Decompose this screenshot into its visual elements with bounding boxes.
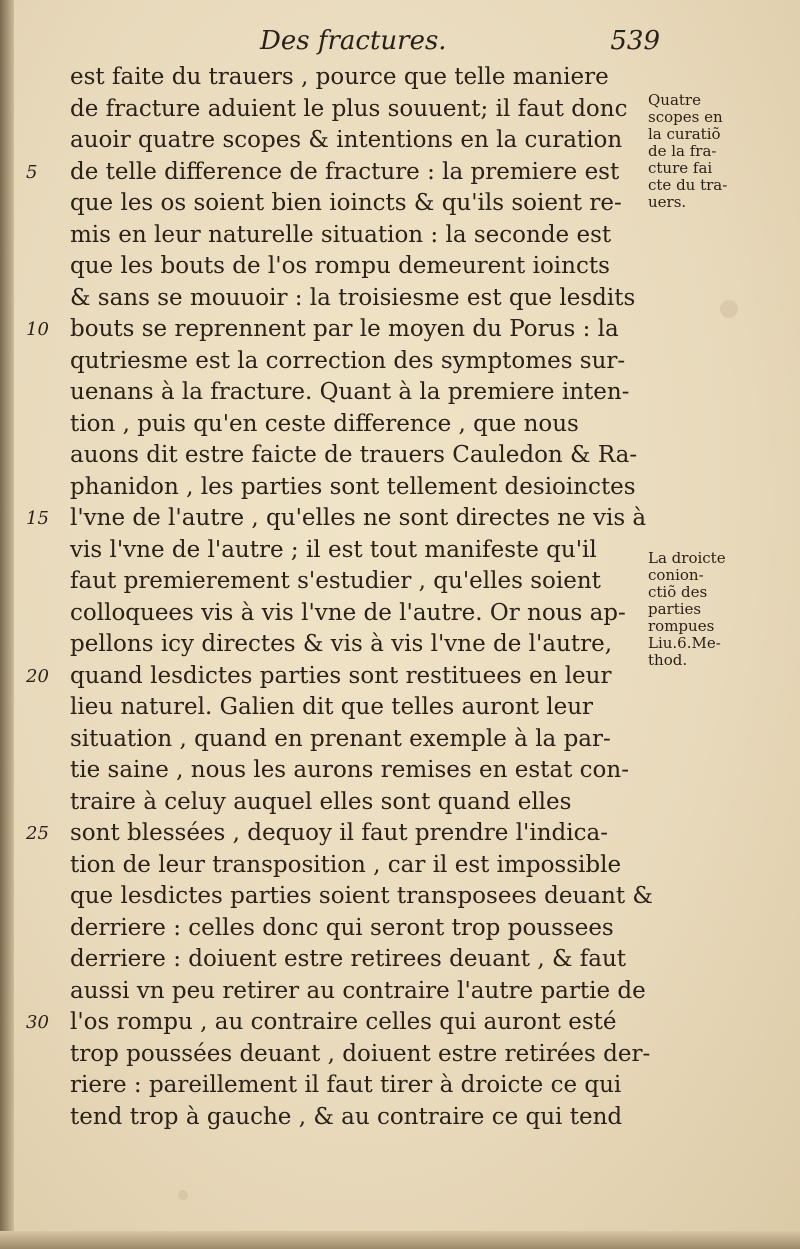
text-line: [60, 850, 660, 882]
text-line: [60, 1102, 660, 1134]
margin-note-line: ctiõ des: [648, 583, 708, 601]
text-line: [60, 598, 660, 630]
margin-note-line: Quatre: [648, 91, 701, 109]
line-number: 20: [26, 665, 49, 687]
text-line: [60, 881, 660, 913]
line-text: est faite du trauers , pource que telle maniere: [70, 64, 609, 90]
line-number: 5: [26, 161, 38, 183]
page-bottom-edge: [0, 1231, 800, 1249]
text-line: [60, 251, 660, 283]
line-text: derriere : doiuent estre retirees deuant , & faut: [70, 946, 627, 972]
text-line: [26, 818, 660, 850]
line-text: l'vne de l'autre , qu'elles ne sont directes ne vis à: [70, 505, 647, 531]
paper-stain: [178, 1190, 188, 1200]
line-text: derriere : celles donc qui seront trop poussees: [70, 914, 614, 941]
text-line: [60, 472, 660, 504]
main-text-block: [26, 62, 660, 1133]
line-text: pellons icy directes & vis à vis l'vne de l'autre,: [70, 631, 613, 657]
line-text: lieu naturel. Galien dit que telles auront leur: [70, 694, 594, 720]
line-text: uenans à la fracture. Quant à la premiere inten-: [70, 379, 630, 405]
margin-note-line: rompues: [648, 617, 715, 635]
line-text: mis en leur naturelle situation : la seconde est: [70, 221, 612, 248]
line-text: tie saine , nous les aurons remises en estat con-: [70, 757, 629, 783]
margin-note-line: la curatiõ: [648, 125, 721, 143]
text-line: [60, 913, 660, 945]
line-text: que lesdictes parties soient transposees deuant &: [70, 883, 653, 909]
text-line: [60, 566, 660, 598]
margin-note-line: cte du tra-: [648, 176, 728, 194]
line-text: l'os rompu , au contraire celles qui auront esté: [70, 1009, 617, 1035]
page-gutter-shadow: [0, 0, 14, 1249]
text-line: [26, 314, 660, 346]
line-number: 10: [26, 319, 49, 340]
line-text: & sans se mouuoir : la troisiesme est que lesdits: [70, 284, 636, 311]
text-line: [60, 1039, 660, 1071]
text-line: [26, 661, 660, 693]
line-text: que les bouts de l'os rompu demeurent ioincts: [70, 253, 610, 279]
line-text: colloquees vis à vis l'vne de l'autre. Or nous ap-: [70, 599, 626, 626]
line-text: de fracture aduient le plus souuent; il faut donc: [70, 95, 628, 122]
margin-note-line: cture fai: [648, 159, 713, 177]
line-text: de telle difference de fracture : la premiere est: [70, 158, 620, 185]
margin-note-line: uers.: [648, 193, 687, 211]
text-line: [60, 629, 660, 661]
text-line: [60, 283, 660, 315]
margin-note-line: conion-: [648, 566, 704, 584]
line-text: vis l'vne de l'autre ; il est tout manifeste qu'il: [70, 536, 597, 563]
text-line: [60, 1070, 660, 1102]
line-text: riere : pareillement il faut tirer à droicte ce qui: [70, 1072, 622, 1098]
line-text: sont blessées , dequoy il faut prendre l'indica-: [70, 820, 608, 846]
margin-note-line: de la fra-: [648, 142, 717, 160]
paper-stain: [720, 300, 738, 318]
line-text: trop poussées deuant , doiuent estre retirées der-: [70, 1040, 651, 1067]
margin-note-line: scopes en: [648, 108, 723, 126]
margin-note-line: La droicte: [648, 549, 726, 567]
line-text: quand lesdictes parties sont restituees en leur: [70, 662, 612, 689]
text-line: [60, 188, 660, 220]
text-line: [60, 724, 660, 756]
margin-note-line: thod.: [648, 651, 688, 669]
margin-note-direct-conjunction: [648, 550, 768, 669]
text-line: [60, 377, 660, 409]
line-text: tend trop à gauche , & au contraire ce qui tend: [70, 1103, 623, 1130]
text-line: [60, 62, 660, 94]
line-text: auons dit estre faicte de trauers Cauledon & Ra-: [70, 442, 638, 468]
text-line: [60, 125, 660, 157]
text-line: [60, 535, 660, 567]
text-line: [60, 755, 660, 787]
line-text: bouts se reprennent par le moyen du Porus : la: [70, 316, 619, 342]
margin-note-line: Liu.6.Me-: [648, 634, 721, 652]
running-title: Des fractures.: [260, 26, 447, 56]
line-text: auoir quatre scopes & intentions en la curation: [70, 127, 623, 153]
line-text: tion de leur transposition , car il est impossible: [70, 851, 622, 878]
line-text: phanidon , les parties sont tellement desioinctes: [70, 473, 636, 500]
line-number: 30: [26, 1012, 49, 1033]
text-line: [60, 787, 660, 819]
page-header: [260, 26, 660, 62]
text-line: [60, 976, 660, 1008]
margin-note-line: parties: [648, 600, 702, 618]
line-number: 25: [26, 823, 49, 844]
text-line: [60, 346, 660, 378]
page-number: 539: [610, 26, 660, 56]
line-number: 15: [26, 508, 49, 529]
text-line: [60, 220, 660, 252]
line-text: aussi vn peu retirer au contraire l'autre partie de: [70, 977, 646, 1004]
text-line: [60, 440, 660, 472]
line-text: traire à celuy auquel elles sont quand elles: [70, 788, 572, 815]
text-line: [60, 94, 660, 126]
text-line: [26, 503, 660, 535]
line-text: tion , puis qu'en ceste difference , que nous: [70, 410, 579, 437]
text-line: [26, 157, 660, 189]
text-line: [60, 409, 660, 441]
text-line: [60, 944, 660, 976]
line-text: que les os soient bien ioincts & qu'ils soient re-: [70, 190, 622, 216]
line-text: qutriesme est la correction des symptomes sur-: [70, 347, 626, 374]
margin-note-four-scopes: [648, 92, 768, 211]
text-line: [60, 692, 660, 724]
line-text: faut premierement s'estudier , qu'elles soient: [70, 568, 601, 594]
text-line: [26, 1007, 660, 1039]
line-text: situation , quand en prenant exemple à la par-: [70, 725, 611, 752]
